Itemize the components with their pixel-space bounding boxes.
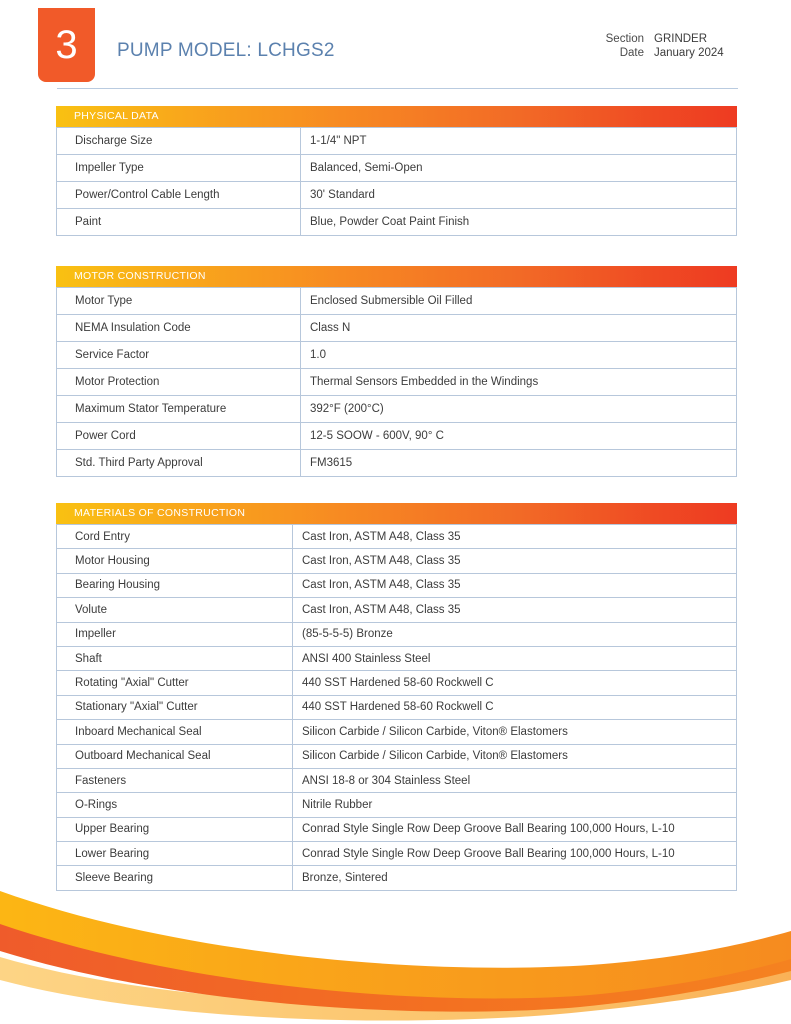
row-value: Class N: [301, 315, 737, 342]
row-value: 30' Standard: [301, 182, 737, 209]
table-title-materials-of-construction: MATERIALS OF CONSTRUCTION: [56, 503, 737, 524]
table-row: [57, 209, 737, 236]
swoosh-band-pale: [0, 957, 791, 1021]
row-value: FM3615: [301, 450, 737, 477]
row-label: Lower Bearing: [57, 842, 293, 866]
row-value: Cast Iron, ASTM A48, Class 35: [293, 525, 737, 549]
row-value: 1-1/4" NPT: [301, 128, 737, 155]
spec-table-materials-of-construction: [56, 524, 737, 891]
spec-table-physical-data: [56, 127, 737, 236]
table-row: [57, 842, 737, 866]
row-value: 12-5 SOOW - 600V, 90° C: [301, 423, 737, 450]
table-row: [57, 793, 737, 817]
table-body-physical-data: [57, 128, 737, 236]
table-row: [57, 866, 737, 890]
table-row: [57, 155, 737, 182]
row-label: Discharge Size: [57, 128, 301, 155]
row-label: Cord Entry: [57, 525, 293, 549]
row-value: Blue, Powder Coat Paint Finish: [301, 209, 737, 236]
footer-swoosh-graphic: [0, 879, 791, 1024]
table-row: [57, 768, 737, 792]
row-value: 392°F (200°C): [301, 396, 737, 423]
row-label: Motor Type: [57, 288, 301, 315]
row-label: Shaft: [57, 646, 293, 670]
row-value: (85-5-5-5) Bronze: [293, 622, 737, 646]
table-materials-of-construction: [56, 503, 737, 891]
row-label: Upper Bearing: [57, 817, 293, 841]
table-physical-data: [56, 106, 737, 236]
table-row: [57, 315, 737, 342]
row-label: Motor Housing: [57, 549, 293, 573]
table-row: [57, 369, 737, 396]
table-row: [57, 128, 737, 155]
table-row: [57, 342, 737, 369]
row-value: Conrad Style Single Row Deep Groove Ball Bearing 100,000 Hours, L-10: [293, 842, 737, 866]
table-motor-construction: [56, 266, 737, 477]
row-label: Impeller: [57, 622, 293, 646]
row-label: Outboard Mechanical Seal: [57, 744, 293, 768]
table-row: [57, 744, 737, 768]
row-label: Fasteners: [57, 768, 293, 792]
table-row: [57, 622, 737, 646]
row-value: Silicon Carbide / Silicon Carbide, Viton® Elastomers: [293, 744, 737, 768]
row-label: Volute: [57, 598, 293, 622]
row-label: Power/Control Cable Length: [57, 182, 301, 209]
table-row: [57, 817, 737, 841]
row-label: O-Rings: [57, 793, 293, 817]
row-label: Power Cord: [57, 423, 301, 450]
table-title-motor-construction: MOTOR CONSTRUCTION: [56, 266, 737, 287]
row-label: Std. Third Party Approval: [57, 450, 301, 477]
row-label: Impeller Type: [57, 155, 301, 182]
table-row: [57, 182, 737, 209]
row-label: Sleeve Bearing: [57, 866, 293, 890]
row-label: Maximum Stator Temperature: [57, 396, 301, 423]
header-divider: [57, 88, 738, 89]
table-row: [57, 573, 737, 597]
row-value: 440 SST Hardened 58-60 Rockwell C: [293, 671, 737, 695]
row-label: Motor Protection: [57, 369, 301, 396]
table-row: [57, 671, 737, 695]
row-value: ANSI 400 Stainless Steel: [293, 646, 737, 670]
row-value: ANSI 18-8 or 304 Stainless Steel: [293, 768, 737, 792]
meta-row-date: [588, 47, 738, 59]
table-body-materials-of-construction: [57, 525, 737, 891]
row-value: Balanced, Semi-Open: [301, 155, 737, 182]
row-value: Silicon Carbide / Silicon Carbide, Viton® Elastomers: [293, 720, 737, 744]
row-label: Bearing Housing: [57, 573, 293, 597]
row-value: 440 SST Hardened 58-60 Rockwell C: [293, 695, 737, 719]
table-row: [57, 695, 737, 719]
swoosh-band-red: [0, 919, 791, 1012]
meta-row-section: [588, 33, 738, 45]
table-body-motor-construction: [57, 288, 737, 477]
row-label: Paint: [57, 209, 301, 236]
spec-table-motor-construction: [56, 287, 737, 477]
row-label: Inboard Mechanical Seal: [57, 720, 293, 744]
table-row: [57, 598, 737, 622]
section-number-badge: 3: [38, 8, 95, 82]
page-title: PUMP MODEL: LCHGS2: [117, 40, 335, 61]
row-value: Cast Iron, ASTM A48, Class 35: [293, 549, 737, 573]
table-row: [57, 423, 737, 450]
table-row: [57, 288, 737, 315]
table-row: [57, 549, 737, 573]
meta-label-section: Section: [605, 33, 644, 45]
document-meta: [588, 33, 738, 59]
table-row: [57, 720, 737, 744]
row-label: Stationary "Axial" Cutter: [57, 695, 293, 719]
swoosh-band-yellow: [0, 891, 791, 998]
row-value: Enclosed Submersible Oil Filled: [301, 288, 737, 315]
row-value: Cast Iron, ASTM A48, Class 35: [293, 598, 737, 622]
row-label: Service Factor: [57, 342, 301, 369]
table-row: [57, 450, 737, 477]
row-value: 1.0: [301, 342, 737, 369]
meta-label-date: Date: [619, 47, 644, 59]
meta-value-date: January 2024: [654, 47, 724, 59]
row-value: Nitrile Rubber: [293, 793, 737, 817]
row-value: Thermal Sensors Embedded in the Windings: [301, 369, 737, 396]
meta-value-section: GRINDER: [654, 33, 708, 45]
row-value: Cast Iron, ASTM A48, Class 35: [293, 573, 737, 597]
row-value: Bronze, Sintered: [293, 866, 737, 890]
row-label: Rotating "Axial" Cutter: [57, 671, 293, 695]
row-label: NEMA Insulation Code: [57, 315, 301, 342]
page-header: [0, 0, 791, 92]
table-row: [57, 646, 737, 670]
table-row: [57, 396, 737, 423]
table-row: [57, 525, 737, 549]
row-value: Conrad Style Single Row Deep Groove Ball Bearing 100,000 Hours, L-10: [293, 817, 737, 841]
table-title-physical-data: PHYSICAL DATA: [56, 106, 737, 127]
